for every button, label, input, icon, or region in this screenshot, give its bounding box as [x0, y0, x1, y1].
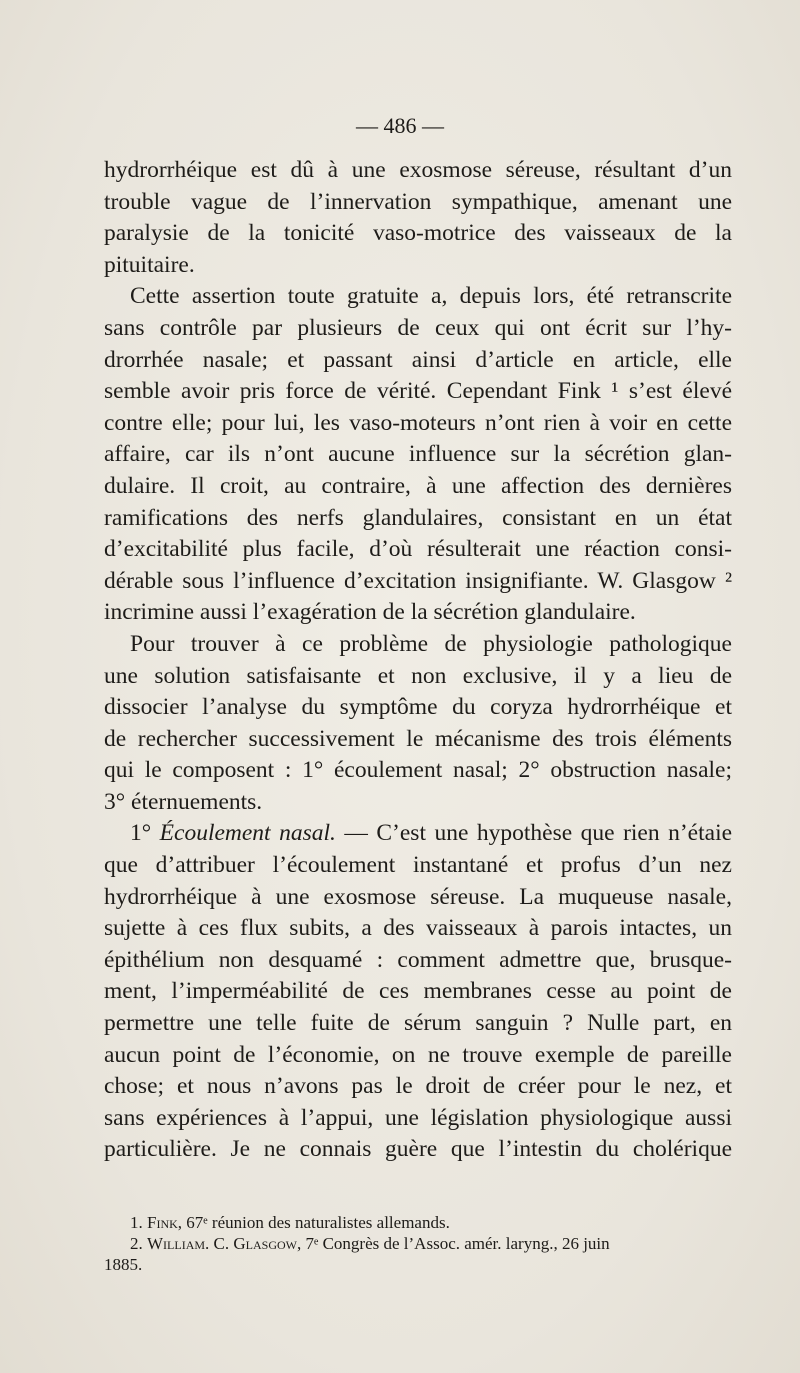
heading-dash: — [344, 820, 368, 847]
text-line: sujette à ces flux subits, a des vaisseaux à parois intactes, un [104, 915, 732, 942]
text-line: paralysie de la tonicité vaso-motrice des vaisseaux de la [104, 220, 732, 247]
footnote-author: Fink, [147, 1213, 183, 1232]
text-line: dérable sous l’influence d’excitation insignifiante. W. Glasgow ² [104, 567, 732, 594]
text-line: chose; et nous n’avons pas le droit de créer pour le nez, et [104, 1073, 732, 1100]
text-line: pituitaire. [104, 251, 195, 278]
text-line: une solution satisfaisante et non exclusive, il y a lieu de [104, 662, 732, 689]
text-line: dissocier l’analyse du symptôme du coryza hydrorrhéique et [104, 694, 732, 721]
body-text [104, 155, 732, 1166]
footnote-2-continuation: 1885. [104, 1255, 143, 1274]
text-line: sans expériences à l’appui, une législation physiologique aussi [104, 1104, 732, 1131]
heading-title: Écoulement nasal. [159, 820, 336, 847]
text-line: ramifications des nerfs glandulaires, consistant en un état [104, 504, 732, 531]
text-line: affaire, car ils n’ont aucune influence sur la sécrétion glan- [104, 441, 732, 468]
heading-number: 1° [130, 820, 152, 847]
text-line: que d’attribuer l’écoulement instantané et profus d’un nez [104, 852, 732, 879]
text-line: drorrhée nasale; et passant ainsi d’article en article, elle [104, 346, 732, 373]
page-number: — 486 — [356, 113, 444, 138]
footnotes [104, 1212, 732, 1275]
text-line: épithélium non desquamé : comment admettre que, brusque- [104, 946, 732, 973]
text-line: permettre une telle fuite de sérum sanguin ? Nulle part, en [104, 1010, 732, 1037]
text-line: hydrorrhéique est dû à une exosmose séreuse, résultant d’un [104, 157, 732, 183]
footnote-author: William. C. Glasgow, [147, 1234, 302, 1253]
text-line: sans contrôle par plusieurs de ceux qui ont écrit sur l’hy- [104, 314, 732, 341]
text-line: Cette assertion toute gratuite a, depuis lors, été retranscrite [130, 283, 732, 310]
text-line: C’est une hypothèse que rien n’étaie [376, 820, 733, 847]
text-line: dulaire. Il croit, au contraire, à une affection des dernières [104, 472, 732, 499]
text-line: hydrorrhéique à une exosmose séreuse. La muqueuse nasale, [104, 883, 732, 910]
text-line: qui le composent : 1° écoulement nasal; 2° obstruction nasale; [104, 757, 732, 784]
text-line: particulière. Je ne connais guère que l’intestin du cholérique [104, 1136, 732, 1163]
text-line: contre elle; pour lui, les vaso-moteurs n’ont rien à voir en cette [104, 409, 732, 436]
text-line: de rechercher successivement le mécanisme des trois éléments [104, 725, 732, 752]
text-line: Pour trouver à ce problème de physiologie pathologique [130, 630, 732, 657]
text-line: semble avoir pris force de vérité. Cependant Fink ¹ s’est élevé [104, 378, 732, 405]
footnote-text: 7ᵉ Congrès de l’Assoc. amér. laryng., 26 juin [305, 1234, 610, 1253]
text-line: 3° éternuements. [104, 788, 263, 815]
text-line: trouble vague de l’innervation sympathique, amenant une [104, 188, 732, 215]
footnote-text: 67ᵉ réunion des naturalistes allemands. [186, 1213, 450, 1232]
footnote-mark: 2. [130, 1234, 143, 1253]
footnote-mark: 1. [130, 1213, 143, 1232]
text-line: aucun point de l’économie, on ne trouve exemple de pareille [104, 1041, 732, 1068]
text-line: d’excitabilité plus facile, d’où résulterait une réaction consi- [104, 536, 732, 563]
section-heading-line [104, 818, 732, 850]
footnote-2 [104, 1233, 732, 1254]
footnote-1 [104, 1212, 732, 1233]
text-line: ment, l’imperméabilité de ces membranes cesse au point de [104, 978, 732, 1005]
text-line: incrimine aussi l’exagération de la sécrétion glandulaire. [104, 599, 636, 626]
